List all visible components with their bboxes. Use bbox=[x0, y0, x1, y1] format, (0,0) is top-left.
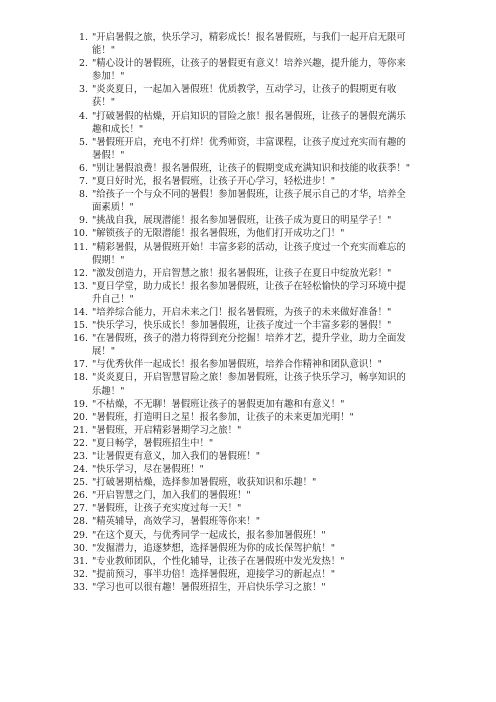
list-item bbox=[70, 424, 410, 437]
list-item-text: "打破暑假的枯燥，开启知识的冒险之旅！报名暑假班，让孩子的暑假充满乐趣和成长！" bbox=[92, 110, 406, 135]
list-item-number: 13. bbox=[73, 280, 88, 292]
list-item-text: "精心设计的暑假班，让孩子的暑假更有意义！培养兴趣，提升能力，等你来参加！" bbox=[92, 58, 406, 83]
list-item-text: "提前预习，事半功倍！选择暑假班，迎接学习的新起点！" bbox=[92, 568, 336, 580]
list-item-text: "在暑假班，孩子的潜力将得到充分挖掘！培养才艺，提升学业，助力全面发展！" bbox=[92, 333, 406, 358]
list-item-text: "让暑假更有意义，加入我们的暑假班！" bbox=[92, 451, 261, 462]
list-item-text: "夏日好时光，报名暑假班，让孩子开心学习，轻松进步！" bbox=[92, 176, 336, 188]
list-item-number: 11. bbox=[73, 241, 88, 253]
list-item-number: 21. bbox=[73, 424, 88, 436]
list-item bbox=[70, 162, 410, 175]
list-item bbox=[70, 555, 410, 568]
list-item-text: "培养综合能力，开启未来之门！报名暑假班，为孩子的未来做好准备！" bbox=[92, 306, 392, 318]
list-item-text: "精彩暑假，从暑假班开始！丰富多彩的活动，让孩子度过一个充实而难忘的假期！" bbox=[92, 241, 406, 266]
list-item-text: "快乐学习，快乐成长！参加暑假班，让孩子度过一个丰富多彩的暑假！" bbox=[92, 320, 392, 332]
list-item-text: "暑假班开启，充电不打烊！优秀师资，丰富课程，让孩子度过充实而有趣的暑假！" bbox=[92, 136, 406, 161]
list-item bbox=[70, 332, 410, 358]
list-item-number: 5. bbox=[79, 136, 88, 148]
list-item bbox=[70, 437, 410, 450]
list-item-number: 32. bbox=[73, 568, 88, 580]
list-item-number: 27. bbox=[73, 503, 88, 515]
list-item-number: 6. bbox=[79, 162, 88, 174]
list-item bbox=[70, 110, 410, 136]
list-item-text: "在这个夏天，与优秀同学一起成长，报名参加暑假班！" bbox=[92, 529, 326, 541]
list-item bbox=[70, 175, 410, 188]
list-item bbox=[70, 306, 410, 319]
list-item-text: "不枯燥，不无聊！暑假班让孩子的暑假更加有趣和有意义！" bbox=[92, 398, 345, 410]
list-item-text: "暑假班，打造明日之星！报名参加，让孩子的未来更加光明！" bbox=[92, 411, 354, 423]
list-item-text: "夏日学堂，助力成长！报名参加暑假班，让孩子在轻松愉快的学习环境中提升自己！" bbox=[92, 280, 406, 305]
list-item-text: "挑战自我，展现潜能！报名参加暑假班，让孩子成为夏日的明星学子！" bbox=[92, 215, 392, 227]
list-item-text: "快乐学习，尽在暑假班！" bbox=[92, 464, 204, 476]
list-item-number: 2. bbox=[79, 58, 88, 70]
list-item-text: "夏日畅学，暑假班招生中！" bbox=[92, 437, 214, 449]
list-item-text: "炎炎夏日，开启智慧冒险之旅！参加暑假班，让孩子快乐学习，畅享知识的乐趣！" bbox=[92, 372, 406, 397]
list-item-number: 10. bbox=[73, 228, 88, 240]
list-item bbox=[70, 398, 410, 411]
list-item-number: 24. bbox=[73, 464, 88, 476]
list-item-number: 31. bbox=[73, 555, 88, 567]
list-item-number: 17. bbox=[73, 359, 88, 371]
list-item bbox=[70, 241, 410, 267]
list-item-number: 16. bbox=[73, 333, 88, 345]
list-item-number: 15. bbox=[73, 320, 88, 332]
list-item-number: 26. bbox=[73, 490, 88, 502]
list-item-text: "给孩子一个与众不同的暑假！参加暑假班，让孩子展示自己的才华，培养全面素质！" bbox=[92, 189, 406, 214]
list-item bbox=[70, 450, 410, 463]
list-item-number: 30. bbox=[73, 542, 88, 554]
list-item bbox=[70, 267, 410, 280]
list-item-number: 23. bbox=[73, 451, 88, 462]
slogan-list bbox=[70, 31, 410, 594]
list-item bbox=[70, 371, 410, 397]
list-item-number: 7. bbox=[79, 176, 88, 188]
list-item bbox=[70, 502, 410, 515]
list-item-text: "学习也可以很有趣！暑假班招生，开启快乐学习之旅！" bbox=[92, 581, 326, 593]
list-item-number: 8. bbox=[79, 189, 88, 201]
list-item-number: 4. bbox=[79, 110, 88, 122]
list-item bbox=[70, 136, 410, 162]
list-item-text: "与优秀伙伴一起成长！报名参加暑假班，培养合作精神和团队意识！" bbox=[92, 359, 382, 371]
list-item-text: "打破暑期枯燥，选择参加暑假班，收获知识和乐趣！" bbox=[92, 477, 317, 489]
list-item bbox=[70, 489, 410, 502]
list-item-number: 20. bbox=[73, 411, 88, 423]
list-item bbox=[70, 188, 410, 214]
list-item-text: "暑假班，开启精彩暑期学习之旅！" bbox=[92, 424, 242, 436]
list-item-text: "发掘潜力，追逐梦想，选择暑假班为你的成长保驾护航！" bbox=[92, 542, 336, 554]
list-item bbox=[70, 411, 410, 424]
list-item-text: "激发创造力，开启智慧之旅！报名暑假班，让孩子在夏日中绽放光彩！" bbox=[92, 267, 392, 279]
list-item bbox=[70, 214, 410, 227]
list-item-number: 14. bbox=[73, 306, 88, 318]
list-item-number: 3. bbox=[79, 84, 88, 96]
list-item-number: 19. bbox=[73, 398, 88, 410]
list-item bbox=[70, 463, 410, 476]
list-item-number: 12. bbox=[73, 267, 88, 279]
list-item-text: "解锁孩子的无限潜能！报名暑假班，为他们打开成功之门！" bbox=[92, 228, 345, 240]
list-item bbox=[70, 542, 410, 555]
list-item bbox=[70, 581, 410, 594]
list-item-text: "暑假班，让孩子充实度过每一天！" bbox=[92, 503, 242, 515]
list-item bbox=[70, 358, 410, 371]
list-item bbox=[70, 515, 410, 528]
list-item bbox=[70, 83, 410, 109]
list-item bbox=[70, 319, 410, 332]
list-item-text: "炎炎夏日，一起加入暑假班！优质教学，互动学习，让孩子的假期更有收获！" bbox=[92, 84, 397, 109]
list-item bbox=[70, 476, 410, 489]
list-item-number: 9. bbox=[79, 215, 88, 227]
list-item bbox=[70, 227, 410, 240]
list-item bbox=[70, 57, 410, 83]
list-item-number: 1. bbox=[79, 32, 88, 43]
list-item-number: 28. bbox=[73, 516, 88, 528]
list-item-number: 18. bbox=[73, 372, 88, 384]
list-item-text: "专业教师团队，个性化辅导，让孩子在暑假班中发光发热！" bbox=[92, 555, 345, 567]
list-item bbox=[70, 568, 410, 581]
list-item-number: 29. bbox=[73, 529, 88, 541]
list-item bbox=[70, 280, 410, 306]
list-item-number: 22. bbox=[73, 437, 88, 449]
list-item-text: "别让暑假浪费！报名暑假班，让孩子的假期变成充满知识和技能的收获季！" bbox=[92, 162, 411, 174]
list-item-text: "开启暑假之旅，快乐学习，精彩成长！报名暑假班，与我们一起开启无限可能！" bbox=[92, 32, 406, 57]
list-item-number: 25. bbox=[73, 477, 88, 489]
list-item-text: "精英辅导，高效学习，暑假班等你来！" bbox=[92, 516, 261, 528]
list-item bbox=[70, 529, 410, 542]
list-item-number: 33. bbox=[73, 581, 88, 593]
list-item bbox=[70, 31, 410, 57]
list-item-text: "开启智慧之门，加入我们的暑假班！" bbox=[92, 490, 251, 502]
